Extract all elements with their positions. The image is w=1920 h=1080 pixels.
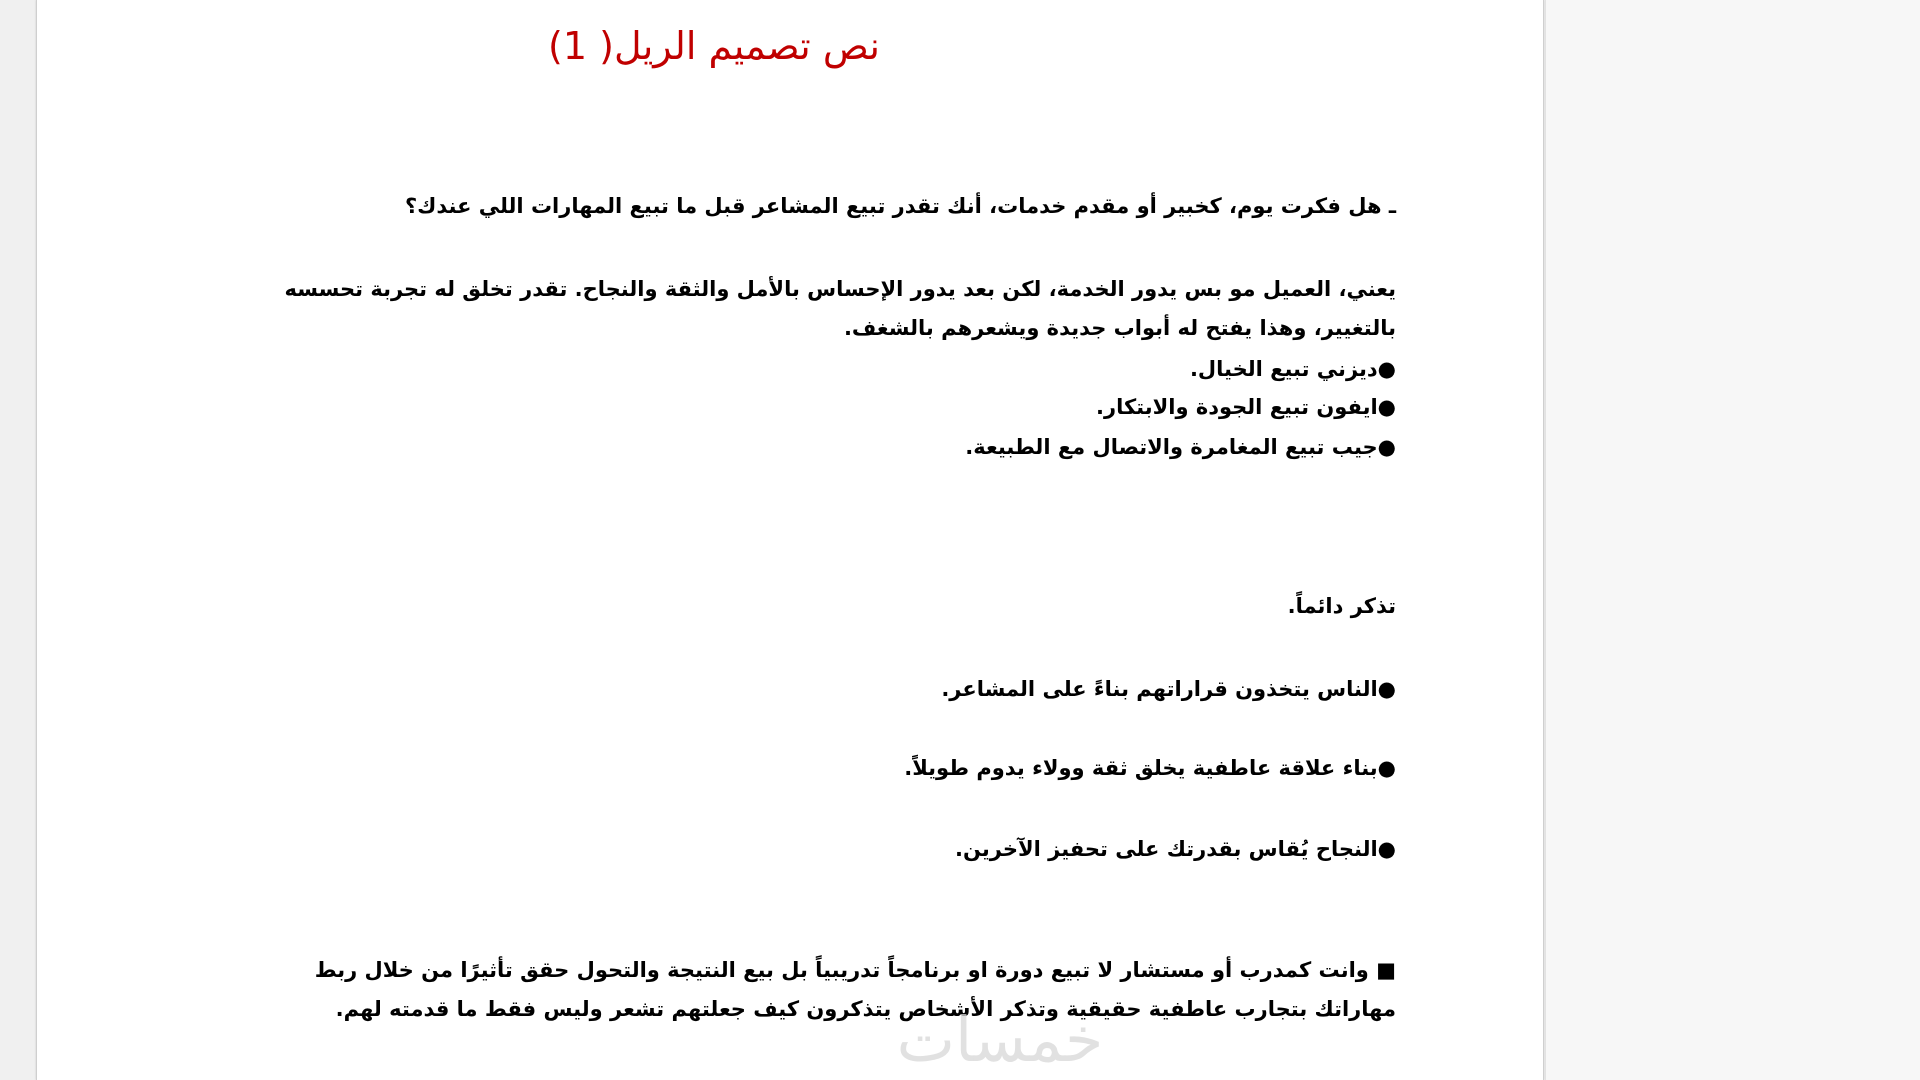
document-page: [36, 0, 1544, 1080]
document-title: [37, 18, 1543, 74]
bullet-emotions: ●الناس يتخذون قراراتهم بناءً على المشاعر.: [941, 677, 1396, 701]
bullet-disney: ●ديزني تبيع الخيال.: [1189, 357, 1396, 381]
right-side-area: [1545, 0, 1920, 1080]
watermark-logo: خمسات: [896, 1003, 1104, 1076]
bullet-jeep: ●جيب تبيع المغامرة والاتصال مع الطبيعة.: [965, 435, 1396, 459]
bullet-iphone: ●ايفون تبيع الجودة والابتكار.: [1096, 395, 1396, 419]
paragraph-1: يعني، العميل مو بس يدور الخدمة، لكن بعد يدور الإحساس بالأمل والثقة والنجاح. تقدر تخلق له تجربة تحسسه بالتغيير، وهذا يفتح له أبواب جديدة ويشعرهم بالشغف.: [284, 277, 1396, 340]
closing-paragraph: ■ وانت كمدرب أو مستشار لا تبيع دورة او برنامجاً تدريبياً بل بيع النتيجة والتحول حقق تأثيرًا من خلال ربط مهاراتك بتجارب عاطفية حقيقية وتذكر الأشخاص يتذكرون كيف جعلتهم تشعر وليس فقط ما قدمته لهم.: [314, 958, 1396, 1021]
bullet-relationship: ●بناء علاقة عاطفية يخلق ثقة وولاء يدوم طويلاً.: [904, 756, 1396, 780]
bullet-success: ●النجاح يُقاس بقدرتك على تحفيز الآخرين.: [955, 837, 1396, 861]
question-line: ـ هل فكرت يوم، كخبير أو مقدم خدمات، أنك تقدر تبيع المشاعر قبل ما تبيع المهارات اللي عندك؟: [404, 194, 1396, 218]
title-text: نص تصميم الريل( 1): [548, 24, 880, 68]
remember-heading: تذكر دائماً.: [1287, 594, 1396, 618]
